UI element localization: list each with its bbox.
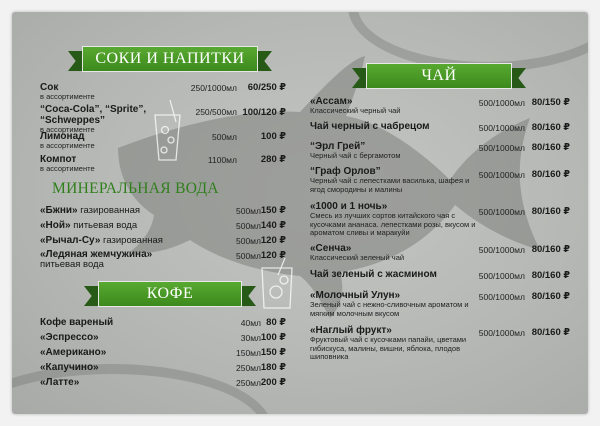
item-volume: 150мл <box>236 348 261 358</box>
item-price: 150 ₽ <box>260 347 286 358</box>
menu-item <box>40 154 95 174</box>
menu-item <box>40 82 95 102</box>
item-volume: 500/1000мл <box>478 170 525 180</box>
tea-title: ЧАЙ <box>366 63 512 89</box>
tea-ribbon <box>366 63 512 89</box>
item-price: 100 ₽ <box>260 131 286 142</box>
item-name: «Эспрессо» <box>40 332 99 343</box>
item-desc: Зеленый чай с нежно-сливочным ароматом и мягким молочным вкусом <box>310 300 469 318</box>
item-name: «Наглый фрукт» <box>310 325 392 336</box>
item-volume: 1100мл <box>207 155 237 165</box>
menu-item <box>40 317 113 328</box>
item-volume: 500/1000мл <box>478 123 525 133</box>
item-name: «Латте» <box>40 377 80 388</box>
item-name: «Ледяная жемчужина» <box>40 249 153 260</box>
item-desc: Фруктовый чай с кусочками папайи, цветами гибискуса, малины, вишни, яблока, плодов шиповника <box>310 335 467 361</box>
item-price: 80/160 ₽ <box>531 169 570 180</box>
menu-item <box>40 250 152 270</box>
item-price: 120 ₽ <box>260 235 286 246</box>
menu-item <box>40 131 95 151</box>
item-price: 280 ₽ <box>260 154 286 165</box>
menu-item <box>40 377 79 388</box>
item-price: 60/250 ₽ <box>247 82 286 93</box>
item-volume: 250/500мл <box>195 107 237 117</box>
item-name: «Бжни» <box>40 205 78 216</box>
item-name: “Coca-Cola”, “Sprite”, “Schweppes” <box>40 104 147 126</box>
menu-item <box>310 325 476 362</box>
item-desc: Классический черный чай <box>310 106 401 115</box>
item-note: питьевая вода <box>70 220 138 231</box>
item-desc: в ассортименте <box>40 92 95 101</box>
item-price: 80/160 ₽ <box>531 244 570 255</box>
menu-item <box>310 121 476 132</box>
menu-item <box>40 205 140 216</box>
item-name: «Американо» <box>40 347 107 358</box>
item-desc: Смесь из лучших сортов китайского чая с кусочками ананаса. лепестками розы, вкусом и ароматом сливы и маракуйи <box>310 211 476 237</box>
item-volume: 500мл <box>236 236 261 246</box>
item-price: 200 ₽ <box>260 377 286 388</box>
item-note: газированная <box>77 205 141 216</box>
menu-item <box>40 362 99 373</box>
item-price: 120 ₽ <box>260 250 286 261</box>
menu-item <box>40 347 106 358</box>
item-volume: 500/1000мл <box>478 245 525 255</box>
item-name: Кофе вареный <box>40 317 114 328</box>
item-desc: Черный чай с лепестками василька, шафея и ягод смородины и малины <box>310 176 470 194</box>
item-price: 80/160 ₽ <box>531 270 570 281</box>
item-price: 100/120 ₽ <box>242 107 286 118</box>
menu-item <box>310 290 476 318</box>
item-desc: Черный чай с бергамотом <box>310 151 401 160</box>
item-price: 180 ₽ <box>260 362 286 373</box>
menu-item <box>310 166 476 194</box>
item-name: «1000 и 1 ночь» <box>310 201 388 212</box>
menu-item <box>40 220 137 231</box>
item-volume: 500/1000мл <box>478 143 525 153</box>
item-price: 80/160 ₽ <box>531 327 570 338</box>
menu-item <box>310 243 476 263</box>
item-price: 80/160 ₽ <box>531 291 570 302</box>
item-name: «Молочный Улун» <box>310 290 401 301</box>
item-volume: 250мл <box>236 378 261 388</box>
item-desc: Классический зеленый чай <box>310 253 405 262</box>
item-volume: 500мл <box>236 206 261 216</box>
item-name: «Ной» <box>40 220 71 231</box>
item-volume: 40мл <box>240 318 261 328</box>
item-name: Лимонад <box>40 131 85 142</box>
item-name: Компот <box>40 154 77 165</box>
item-price: 80/150 ₽ <box>531 97 570 108</box>
item-volume: 500/1000мл <box>478 98 525 108</box>
coffee-ribbon <box>98 281 242 307</box>
item-note: питьевая вода <box>40 259 104 270</box>
item-name: Чай зеленый с жасмином <box>310 269 437 280</box>
menu-item <box>310 201 476 238</box>
juices-title: СОКИ И НАПИТКИ <box>82 46 258 72</box>
juices-ribbon <box>82 46 258 72</box>
menu-item <box>40 332 99 343</box>
menu-item <box>310 269 476 280</box>
item-name: Сок <box>40 82 59 93</box>
item-name: “Граф Орлов” <box>310 166 381 177</box>
item-volume: 500/1000мл <box>478 292 525 302</box>
item-name: “Эрл Грей” <box>310 141 366 152</box>
item-price: 80 ₽ <box>266 317 286 328</box>
item-volume: 500/1000мл <box>478 271 525 281</box>
item-price: 80/160 ₽ <box>531 142 570 153</box>
item-volume: 500мл <box>236 251 261 261</box>
menu-item <box>310 96 476 116</box>
item-price: 80/160 ₽ <box>531 206 570 217</box>
item-desc: в ассортименте <box>40 125 95 134</box>
item-name: Чай черный с чабрецом <box>310 121 430 132</box>
menu-item <box>40 104 170 135</box>
item-price: 100 ₽ <box>260 332 286 343</box>
coffee-title: КОФЕ <box>98 281 242 307</box>
item-volume: 500/1000мл <box>478 207 525 217</box>
item-name: «Сенча» <box>310 243 352 254</box>
item-volume: 500мл <box>212 132 237 142</box>
item-volume: 500/1000мл <box>478 328 525 338</box>
item-name: «Капучино» <box>40 362 99 373</box>
item-price: 140 ₽ <box>260 220 286 231</box>
item-name: «Ассам» <box>310 96 353 107</box>
item-volume: 30мл <box>240 333 261 343</box>
mineral-title: МИНЕРАЛЬНАЯ ВОДА <box>52 180 219 197</box>
item-volume: 250мл <box>236 363 261 373</box>
item-name: «Рычал-Су» <box>40 235 101 246</box>
item-desc: в ассортименте <box>40 141 95 150</box>
menu-item <box>310 141 476 161</box>
item-desc: в ассортименте <box>40 164 95 173</box>
item-price: 150 ₽ <box>260 205 286 216</box>
item-note: газированная <box>100 235 163 246</box>
menu-item <box>40 235 163 246</box>
item-volume: 250/1000мл <box>190 83 237 93</box>
item-volume: 500мл <box>236 221 261 231</box>
item-price: 80/160 ₽ <box>531 122 570 133</box>
